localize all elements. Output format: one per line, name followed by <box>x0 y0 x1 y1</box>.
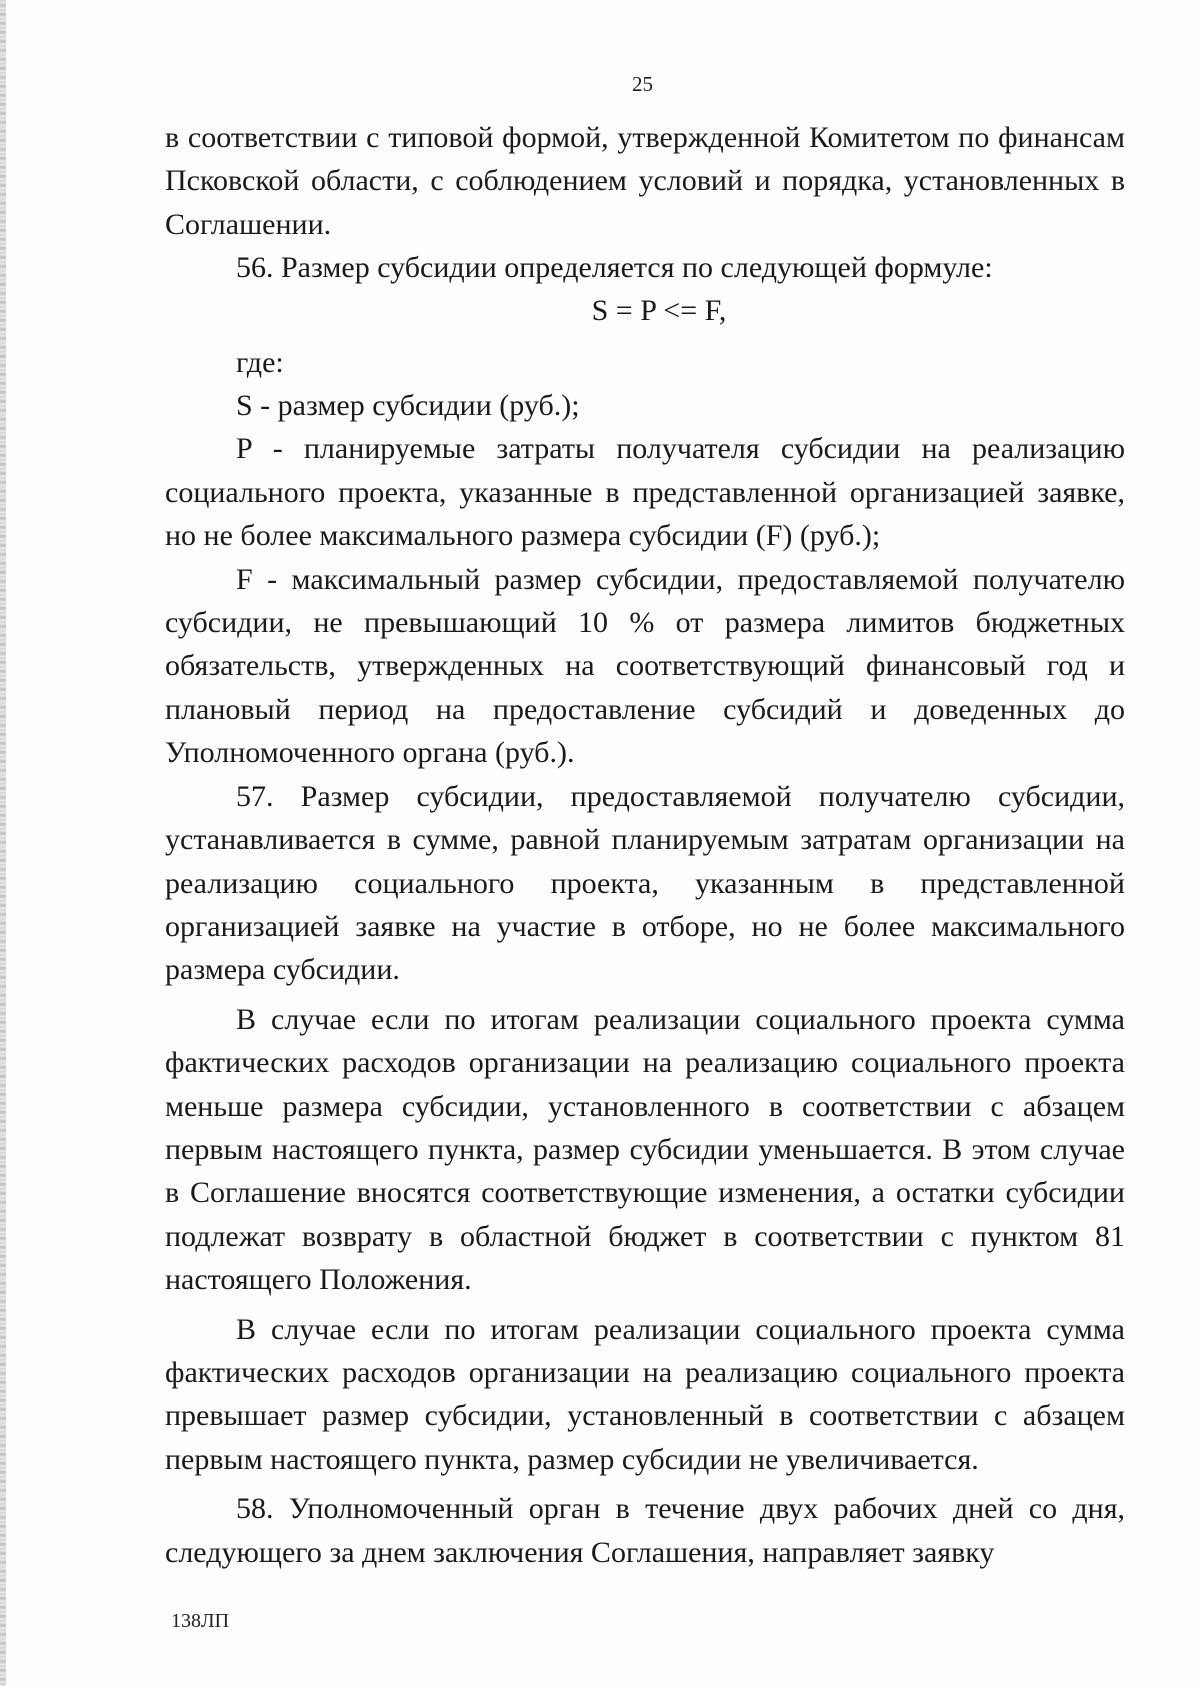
paragraph-58: 58. Уполномоченный орган в течение двух рабочих дней со дня, следующего за днем заключения Соглашения, направляет заявку <box>165 1492 1125 1569</box>
paragraph-57: 57. Размер субсидии, предоставляемой получателю субсидии, устанавливается в сумме, равной планируемым затратам организации на реализацию социального проекта, указанным в представленной организацией заявке на участие в отборе, но не более максимального размера субсидии. <box>165 779 1125 987</box>
document-body <box>165 116 1125 1574</box>
page-number: 25 <box>632 72 653 96</box>
paragraph-56: 56. Размер субсидии определяется по следующей формуле: <box>236 251 993 285</box>
scan-edge <box>0 0 6 1686</box>
paragraph-57-decrease: В случае если по итогам реализации социального проекта сумма фактических расходов организации на реализацию социального проекта меньше размера субсидии, установленного в соответствии с абзацем первым настоящего пункта, размер субсидии уменьшается. В этом случае в Соглашение вносятся соответствующие изменения, а остатки субсидии подлежат возврату в областной бюджет в соответствии с пунктом 81 настоящего Положения. <box>165 1002 1125 1297</box>
paragraph-where: где: <box>236 345 284 379</box>
paragraph-57-exceed: В случае если по итогам реализации социального проекта сумма фактических расходов организации на реализацию социального проекта превышает размер субсидии, установленный в соответствии с абзацем первым настоящего пункта, размер субсидии не увеличивается. <box>165 1312 1125 1476</box>
paragraph-continuation: в соответствии с типовой формой, утвержденной Комитетом по финансам Псковской области, с соблюдением условий и порядка, установленных в Соглашении. <box>165 121 1125 241</box>
definition-p: P - планируемые затраты получателя субсидии на реализацию социального проекта, указанные в представленной организацией заявке, но не более максимального размера субсидии (F) (руб.); <box>165 432 1125 553</box>
document-code-footer: 138ЛП <box>171 1610 230 1632</box>
subsidy-formula: S = P <= F, <box>591 293 727 327</box>
definition-s: S - размер субсидии (руб.); <box>236 389 580 423</box>
definition-f: F - максимальный размер субсидии, предоставляемой получателю субсидии, не превышающий 10 % от размера лимитов бюджетных обязательств, утвержденных на соответствующий финансовый год и плановый период на предоставление субсидий и доведенных до Уполномоченного органа (руб.). <box>165 562 1125 770</box>
